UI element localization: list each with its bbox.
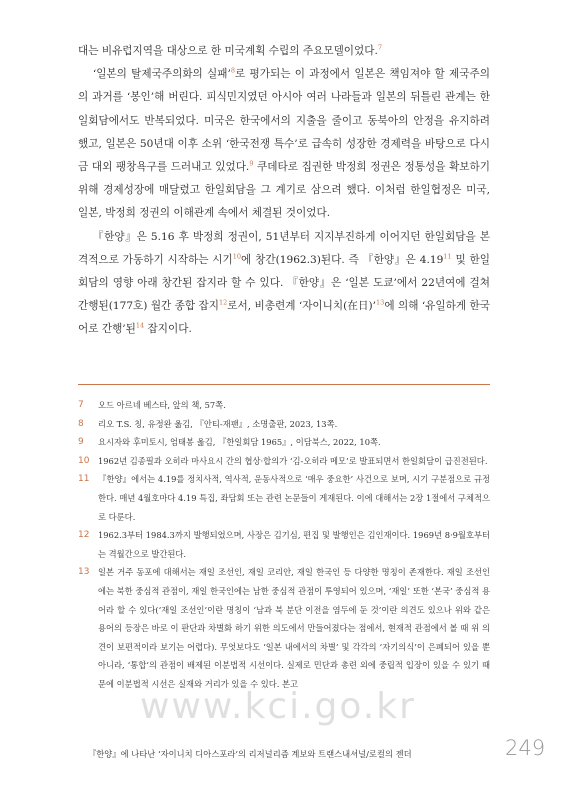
footnote-number: 13 [78,567,90,578]
footnote-text: 1962.3부터 1984.3까지 발행되었으며, 사장은 김기심, 편집 및 발행인은 김인재이다. 1969년 8·9월호부터는 격월간으로 발간된다. [98,530,490,559]
footnote-item [78,452,490,471]
footnote-item [78,526,490,563]
footnote-item [78,470,490,526]
footnote-item [78,396,490,415]
paragraph: ‘일본의 탈제국주의화의 실패’$^8$로 평가되는 이 과정에서 일본은 책임져야 할 제국주의의 과거를 ‘봉인’해 버린다. 피식민지였던 아시아 여러 나라들과 일본의 뒤틀린 관계는 한일회담에서도 반복되었다. 미국은 한국에서의 지출을 줄이고 동북아의 안정을 유지하려 했고, 일본은 50년대 이후 소위 ‘한국전쟁 특수’로 급속히 성장한 경제력을 바탕으로 다시금 대외 팽창욕구를 드러내고 있었다.$^9$ 쿠데타로 집권한 박정희 정권은 정통성을 확보하기 위해 경제성장에 매달렸고 한일회담을 그 계기로 삼으려 했다. 이처럼 한일협정은 미국, 일본, 박정희 정권의 이해관계 속에서 체결된 것이었다. [78,66,491,220]
footnote-ref[interactable]: 7 [377,43,383,52]
footnote-number: 12 [78,530,90,541]
footnote-number: 10 [78,455,90,466]
footnote-number: 9 [78,437,84,448]
footnotes [78,396,490,694]
footnote-ref[interactable]: 13 [376,298,385,307]
footnote-text: 1962년 김종필과 오히라 마사요시 간의 협상·합의가 ‘김-오히라 메모’로 발표되면서 한일회담이 급진전된다. [98,455,488,466]
footnote-text: 『한양』에서는 4.19를 정치사적, 역사적, 운동사적으로 ‘매우 중요한’ 사건으로 보며, 시기 구분점으로 규정한다. 매년 4월호마다 4.19 특집, 좌담회 또는 관련 논문들이 게재된다. 이에 대해서는 2장 1절에서 구체적으로 다룬다. [98,474,490,522]
footnote-number: 8 [78,418,84,429]
watermark: www.kci.go.kr [140,686,416,727]
footnote-text: 리오 T.S. 칭, 유정완 옮김, 『안티-재팬』, 소명출판, 2023, 13쪽. [98,418,338,429]
footnote-number: 7 [78,400,84,410]
footnote-ref[interactable]: 11 [443,252,452,261]
page-number: 249 [505,736,546,760]
footnote-divider [78,384,490,385]
footnote-ref[interactable]: 10 [232,252,242,261]
footnote-item [78,415,490,434]
paragraph: 『한양』은 5.16 후 박정희 정권이, 51년부터 지지부진하게 이어지던 한일회담을 본격적으로 가동하기 시작하는 시기$^{10}$에 창간(1962.3)된다. 즉 『한양』은 4.19$^{11}$ 및 한일회담의 영향 아래 창간된 잡지라 할 수 있다. 『한양』은 ‘일본 도쿄’에서 22년여에 걸쳐 간행된(177호) 월간 종합 잡지$^{12}$로서, 비총련계 ‘자이니치(在日)’$^{13}$에 의해 ‘유일하게 한국어로 간행’된$^{14}$ 잡지이다. [78,230,490,336]
footnote-text: 오드 아르네 베스타, 앞의 책, 57쪽. [98,400,226,410]
footnote-text: 요시자와 후미토시, 엄태봉 옮김, 『한일회담 1965』, 이담북스, 2022, 10쪽. [98,437,381,448]
footnote-item [78,563,490,693]
footnote-ref[interactable]: 9 [249,159,254,168]
paragraph-continued: 대는 비유럽지역을 대상으로 한 미국계획 수립의 주요모델이었다.$^7$ [78,43,383,57]
footnote-ref[interactable]: 8 [230,66,236,75]
body-text [78,40,490,342]
footnote-text: 일본 거주 동포에 대해서는 재일 조선인, 재일 코리안, 재일 한국인 등 다양한 명칭이 존재한다. 재일 조선인에는 북한 중심적 관점이, 재일 한국인에는 남한 중심적 관점이 투영되어 있으며, ‘재일’ 또한 ‘본국’ 중심적 용어라 할 수 있다(‘재일 조선인’이란 명칭이 ‘남과 북 분단 이전을 염두에 둔 것’이란 의견도 있으나 위와 같은 용어의 등장은 바로 이 판단과 차별화 하기 위한 의도에서 만들어졌다는 점에서, 현재적 관점에서 볼 때 위 의견이 보편적이라 보기는 어렵다). 무엇보다도 ‘일본 내에서의 차별’ 및 각각의 ‘자기의식’이 은폐되어 있을 뿐 아니라, ‘통합’의 관점이 배제된 이분법적 시선이다. 실제로 민단과 총련 외에 중립적 입장이 있을 수 있기 때문에 이분법적 시선은 실재와 거리가 있을 수 있다. 본고 [98,567,491,689]
footnote-item [78,433,490,452]
running-footer-title: 『한양』에 나타난 ‘자이니치 디아스포라’의 리저널리즘 계보와 트랜스내셔널/로컬의 젠더 [88,749,412,759]
footnote-ref[interactable]: 14 [135,321,145,330]
footnote-number: 11 [78,474,90,485]
footnote-ref[interactable]: 12 [219,298,228,307]
